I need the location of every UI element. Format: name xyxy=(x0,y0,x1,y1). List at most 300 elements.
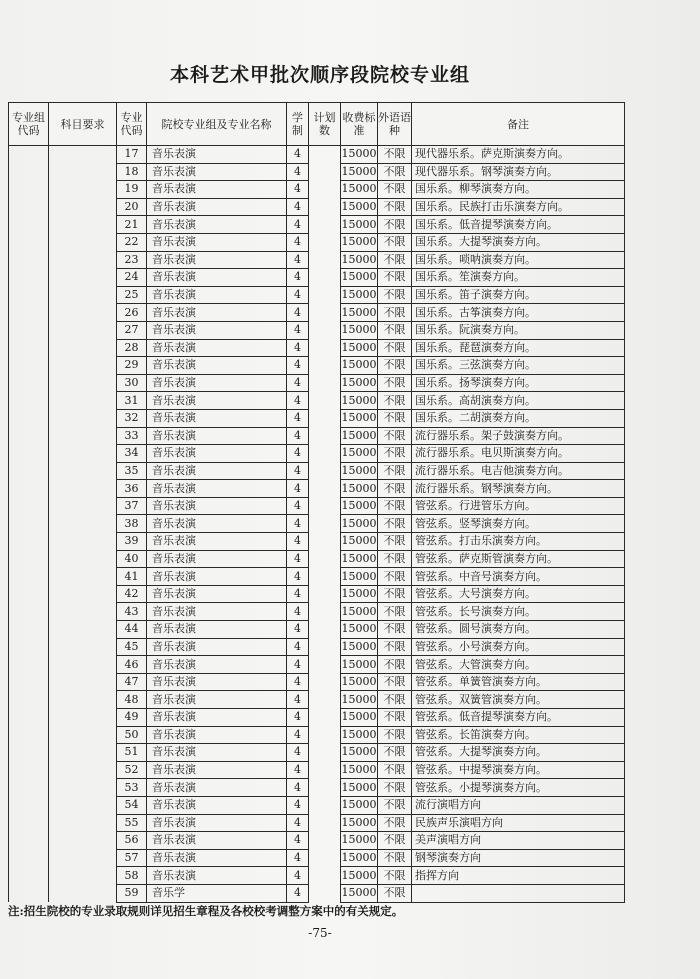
cell-fee: 15000 xyxy=(341,585,378,603)
cell-subject-req xyxy=(49,409,117,427)
cell-plan xyxy=(309,726,341,744)
cell-subject-req xyxy=(49,621,117,639)
cell-subject-req xyxy=(49,884,117,902)
cell-length: 4 xyxy=(287,480,309,498)
cell-group-code xyxy=(9,497,49,515)
cell-plan xyxy=(309,621,341,639)
cell-length: 4 xyxy=(287,814,309,832)
cell-length: 4 xyxy=(287,568,309,586)
cell-major-code: 50 xyxy=(117,726,147,744)
cell-note: 国乐系。古筝演奏方向。 xyxy=(412,304,625,322)
cell-fee: 15000 xyxy=(341,374,378,392)
cell-group-code xyxy=(9,392,49,410)
cell-major-name: 音乐学 xyxy=(147,884,287,902)
cell-major-code: 43 xyxy=(117,603,147,621)
table-row xyxy=(9,849,625,867)
cell-note: 现代器乐系。萨克斯演奏方向。 xyxy=(412,146,625,164)
cell-fee: 15000 xyxy=(341,216,378,234)
table-row xyxy=(9,515,625,533)
cell-major-name: 音乐表演 xyxy=(147,849,287,867)
cell-note: 流行器乐系。电贝斯演奏方向。 xyxy=(412,445,625,463)
cell-major-name: 音乐表演 xyxy=(147,216,287,234)
cell-note: 管弦系。大管演奏方向。 xyxy=(412,656,625,674)
cell-major-name: 音乐表演 xyxy=(147,638,287,656)
cell-note: 钢琴演奏方向 xyxy=(412,849,625,867)
cell-lang: 不限 xyxy=(378,321,412,339)
cell-major-name: 音乐表演 xyxy=(147,656,287,674)
cell-plan xyxy=(309,884,341,902)
cell-fee: 15000 xyxy=(341,603,378,621)
cell-major-name: 音乐表演 xyxy=(147,726,287,744)
cell-note: 国乐系。低音提琴演奏方向。 xyxy=(412,216,625,234)
cell-major-name: 音乐表演 xyxy=(147,251,287,269)
table-row xyxy=(9,304,625,322)
cell-major-code: 21 xyxy=(117,216,147,234)
cell-major-code: 38 xyxy=(117,515,147,533)
cell-fee: 15000 xyxy=(341,497,378,515)
table-row xyxy=(9,445,625,463)
header-note: 备注 xyxy=(412,103,625,146)
table-row xyxy=(9,585,625,603)
cell-subject-req xyxy=(49,656,117,674)
cell-major-code: 46 xyxy=(117,656,147,674)
cell-group-code xyxy=(9,445,49,463)
cell-group-code xyxy=(9,673,49,691)
cell-major-code: 54 xyxy=(117,796,147,814)
table-row xyxy=(9,480,625,498)
cell-plan xyxy=(309,638,341,656)
cell-major-name: 音乐表演 xyxy=(147,198,287,216)
cell-note: 流行器乐系。架子鼓演奏方向。 xyxy=(412,427,625,445)
cell-subject-req xyxy=(49,849,117,867)
cell-note: 国乐系。三弦演奏方向。 xyxy=(412,357,625,375)
cell-major-name: 音乐表演 xyxy=(147,304,287,322)
cell-lang: 不限 xyxy=(378,251,412,269)
cell-subject-req xyxy=(49,339,117,357)
cell-major-name: 音乐表演 xyxy=(147,691,287,709)
cell-length: 4 xyxy=(287,515,309,533)
cell-plan xyxy=(309,462,341,480)
cell-note: 国乐系。民族打击乐演奏方向。 xyxy=(412,198,625,216)
table-row xyxy=(9,867,625,885)
cell-major-name: 音乐表演 xyxy=(147,744,287,762)
cell-fee: 15000 xyxy=(341,392,378,410)
cell-plan xyxy=(309,515,341,533)
cell-major-code: 55 xyxy=(117,814,147,832)
cell-length: 4 xyxy=(287,427,309,445)
cell-note: 现代器乐系。钢琴演奏方向。 xyxy=(412,163,625,181)
cell-major-name: 音乐表演 xyxy=(147,709,287,727)
cell-plan xyxy=(309,832,341,850)
cell-group-code xyxy=(9,163,49,181)
cell-subject-req xyxy=(49,568,117,586)
cell-major-code: 26 xyxy=(117,304,147,322)
cell-fee: 15000 xyxy=(341,779,378,797)
cell-length: 4 xyxy=(287,357,309,375)
cell-fee: 15000 xyxy=(341,445,378,463)
cell-fee: 15000 xyxy=(341,761,378,779)
cell-fee: 15000 xyxy=(341,638,378,656)
cell-note: 美声演唱方向 xyxy=(412,832,625,850)
table-row xyxy=(9,533,625,551)
cell-subject-req xyxy=(49,550,117,568)
cell-lang: 不限 xyxy=(378,656,412,674)
cell-group-code xyxy=(9,585,49,603)
cell-lang: 不限 xyxy=(378,286,412,304)
cell-group-code xyxy=(9,638,49,656)
table-row xyxy=(9,673,625,691)
cell-fee: 15000 xyxy=(341,251,378,269)
cell-major-code: 29 xyxy=(117,357,147,375)
table-row xyxy=(9,832,625,850)
cell-group-code xyxy=(9,374,49,392)
cell-major-code: 56 xyxy=(117,832,147,850)
cell-subject-req xyxy=(49,533,117,551)
cell-note: 管弦系。大号演奏方向。 xyxy=(412,585,625,603)
cell-length: 4 xyxy=(287,146,309,164)
header-subject-req: 科目要求 xyxy=(49,103,117,146)
cell-plan xyxy=(309,568,341,586)
cell-major-name: 音乐表演 xyxy=(147,867,287,885)
cell-subject-req xyxy=(49,673,117,691)
table-row xyxy=(9,339,625,357)
cell-subject-req xyxy=(49,726,117,744)
cell-major-name: 音乐表演 xyxy=(147,761,287,779)
table-row xyxy=(9,726,625,744)
cell-note xyxy=(412,884,625,902)
cell-major-code: 25 xyxy=(117,286,147,304)
cell-length: 4 xyxy=(287,585,309,603)
table-row xyxy=(9,321,625,339)
cell-length: 4 xyxy=(287,304,309,322)
cell-length: 4 xyxy=(287,884,309,902)
cell-major-name: 音乐表演 xyxy=(147,673,287,691)
cell-major-code: 20 xyxy=(117,198,147,216)
cell-major-code: 34 xyxy=(117,445,147,463)
cell-major-code: 47 xyxy=(117,673,147,691)
cell-major-code: 28 xyxy=(117,339,147,357)
table-row xyxy=(9,198,625,216)
cell-length: 4 xyxy=(287,603,309,621)
table-row xyxy=(9,709,625,727)
cell-major-name: 音乐表演 xyxy=(147,163,287,181)
table-row xyxy=(9,796,625,814)
cell-major-code: 33 xyxy=(117,427,147,445)
cell-length: 4 xyxy=(287,621,309,639)
cell-fee: 15000 xyxy=(341,269,378,287)
cell-subject-req xyxy=(49,181,117,199)
cell-subject-req xyxy=(49,146,117,164)
cell-lang: 不限 xyxy=(378,585,412,603)
cell-major-name: 音乐表演 xyxy=(147,374,287,392)
cell-note: 国乐系。高胡演奏方向。 xyxy=(412,392,625,410)
header-plan: 计划数 xyxy=(309,103,341,146)
cell-major-name: 音乐表演 xyxy=(147,181,287,199)
cell-major-code: 32 xyxy=(117,409,147,427)
cell-plan xyxy=(309,709,341,727)
table-row xyxy=(9,656,625,674)
cell-fee: 15000 xyxy=(341,233,378,251)
cell-major-name: 音乐表演 xyxy=(147,480,287,498)
cell-lang: 不限 xyxy=(378,603,412,621)
cell-fee: 15000 xyxy=(341,884,378,902)
cell-note: 国乐系。大提琴演奏方向。 xyxy=(412,233,625,251)
cell-lang: 不限 xyxy=(378,480,412,498)
cell-plan xyxy=(309,673,341,691)
cell-group-code xyxy=(9,726,49,744)
cell-subject-req xyxy=(49,585,117,603)
cell-subject-req xyxy=(49,286,117,304)
cell-lang: 不限 xyxy=(378,709,412,727)
table-row xyxy=(9,392,625,410)
page-title: 本科艺术甲批次顺序段院校专业组 xyxy=(169,64,470,86)
cell-subject-req xyxy=(49,392,117,410)
cell-major-name: 音乐表演 xyxy=(147,286,287,304)
cell-length: 4 xyxy=(287,726,309,744)
cell-fee: 15000 xyxy=(341,533,378,551)
cell-fee: 15000 xyxy=(341,181,378,199)
cell-note: 管弦系。小提琴演奏方向。 xyxy=(412,779,625,797)
table-row xyxy=(9,427,625,445)
cell-plan xyxy=(309,656,341,674)
table-row xyxy=(9,884,625,902)
cell-length: 4 xyxy=(287,832,309,850)
cell-plan xyxy=(309,779,341,797)
majors-table xyxy=(8,102,625,903)
cell-fee: 15000 xyxy=(341,832,378,850)
cell-major-code: 49 xyxy=(117,709,147,727)
cell-note: 流行演唱方向 xyxy=(412,796,625,814)
cell-plan xyxy=(309,198,341,216)
cell-lang: 不限 xyxy=(378,673,412,691)
cell-length: 4 xyxy=(287,163,309,181)
cell-length: 4 xyxy=(287,445,309,463)
cell-plan xyxy=(309,867,341,885)
cell-subject-req xyxy=(49,814,117,832)
cell-plan xyxy=(309,251,341,269)
cell-length: 4 xyxy=(287,286,309,304)
cell-group-code xyxy=(9,832,49,850)
table-row xyxy=(9,251,625,269)
cell-group-code xyxy=(9,515,49,533)
cell-major-name: 音乐表演 xyxy=(147,146,287,164)
cell-subject-req xyxy=(49,779,117,797)
cell-plan xyxy=(309,233,341,251)
cell-major-code: 36 xyxy=(117,480,147,498)
cell-subject-req xyxy=(49,832,117,850)
cell-lang: 不限 xyxy=(378,779,412,797)
cell-major-name: 音乐表演 xyxy=(147,832,287,850)
cell-note: 管弦系。圆号演奏方向。 xyxy=(412,621,625,639)
cell-major-name: 音乐表演 xyxy=(147,392,287,410)
cell-group-code xyxy=(9,462,49,480)
cell-plan xyxy=(309,409,341,427)
table-row xyxy=(9,269,625,287)
cell-group-code xyxy=(9,709,49,727)
cell-lang: 不限 xyxy=(378,198,412,216)
cell-subject-req xyxy=(49,497,117,515)
cell-subject-req xyxy=(49,216,117,234)
cell-major-code: 22 xyxy=(117,233,147,251)
cell-plan xyxy=(309,814,341,832)
cell-major-name: 音乐表演 xyxy=(147,445,287,463)
cell-major-code: 39 xyxy=(117,533,147,551)
cell-note: 管弦系。中提琴演奏方向。 xyxy=(412,761,625,779)
cell-group-code xyxy=(9,533,49,551)
cell-major-name: 音乐表演 xyxy=(147,796,287,814)
table-row xyxy=(9,216,625,234)
cell-subject-req xyxy=(49,233,117,251)
cell-major-code: 48 xyxy=(117,691,147,709)
cell-length: 4 xyxy=(287,233,309,251)
cell-plan xyxy=(309,550,341,568)
cell-major-name: 音乐表演 xyxy=(147,621,287,639)
cell-fee: 15000 xyxy=(341,357,378,375)
cell-length: 4 xyxy=(287,181,309,199)
cell-subject-req xyxy=(49,269,117,287)
table-body xyxy=(9,146,625,903)
cell-note: 管弦系。小号演奏方向。 xyxy=(412,638,625,656)
cell-major-code: 24 xyxy=(117,269,147,287)
table-row xyxy=(9,568,625,586)
cell-group-code xyxy=(9,146,49,164)
cell-lang: 不限 xyxy=(378,427,412,445)
cell-group-code xyxy=(9,779,49,797)
cell-subject-req xyxy=(49,761,117,779)
cell-fee: 15000 xyxy=(341,321,378,339)
table-row xyxy=(9,409,625,427)
cell-lang: 不限 xyxy=(378,445,412,463)
cell-major-code: 30 xyxy=(117,374,147,392)
cell-group-code xyxy=(9,480,49,498)
cell-note: 民族声乐演唱方向 xyxy=(412,814,625,832)
cell-fee: 15000 xyxy=(341,621,378,639)
cell-note: 国乐系。二胡演奏方向。 xyxy=(412,409,625,427)
table-row xyxy=(9,638,625,656)
cell-group-code xyxy=(9,796,49,814)
cell-fee: 15000 xyxy=(341,339,378,357)
cell-subject-req xyxy=(49,515,117,533)
cell-lang: 不限 xyxy=(378,621,412,639)
cell-length: 4 xyxy=(287,796,309,814)
table-row xyxy=(9,550,625,568)
cell-length: 4 xyxy=(287,269,309,287)
cell-lang: 不限 xyxy=(378,814,412,832)
table-row xyxy=(9,374,625,392)
cell-group-code xyxy=(9,339,49,357)
cell-group-code xyxy=(9,691,49,709)
cell-plan xyxy=(309,146,341,164)
cell-subject-req xyxy=(49,251,117,269)
cell-fee: 15000 xyxy=(341,691,378,709)
cell-plan xyxy=(309,357,341,375)
cell-group-code xyxy=(9,216,49,234)
table-row xyxy=(9,146,625,164)
cell-fee: 15000 xyxy=(341,409,378,427)
cell-lang: 不限 xyxy=(378,744,412,762)
cell-plan xyxy=(309,691,341,709)
cell-lang: 不限 xyxy=(378,550,412,568)
cell-fee: 15000 xyxy=(341,744,378,762)
cell-lang: 不限 xyxy=(378,339,412,357)
cell-lang: 不限 xyxy=(378,269,412,287)
cell-fee: 15000 xyxy=(341,673,378,691)
cell-subject-req xyxy=(49,163,117,181)
cell-note: 国乐系。柳琴演奏方向。 xyxy=(412,181,625,199)
cell-length: 4 xyxy=(287,321,309,339)
cell-major-code: 17 xyxy=(117,146,147,164)
cell-major-code: 37 xyxy=(117,497,147,515)
cell-lang: 不限 xyxy=(378,163,412,181)
cell-subject-req xyxy=(49,374,117,392)
cell-lang: 不限 xyxy=(378,374,412,392)
cell-length: 4 xyxy=(287,709,309,727)
cell-note: 国乐系。琵琶演奏方向。 xyxy=(412,339,625,357)
cell-note: 管弦系。低音提琴演奏方向。 xyxy=(412,709,625,727)
cell-group-code xyxy=(9,198,49,216)
cell-major-code: 44 xyxy=(117,621,147,639)
cell-major-name: 音乐表演 xyxy=(147,462,287,480)
cell-major-code: 57 xyxy=(117,849,147,867)
table-row xyxy=(9,181,625,199)
cell-lang: 不限 xyxy=(378,515,412,533)
table-row xyxy=(9,779,625,797)
cell-fee: 15000 xyxy=(341,726,378,744)
cell-subject-req xyxy=(49,321,117,339)
cell-plan xyxy=(309,374,341,392)
page-number: -75- xyxy=(308,926,332,940)
cell-subject-req xyxy=(49,462,117,480)
cell-group-code xyxy=(9,744,49,762)
cell-major-code: 41 xyxy=(117,568,147,586)
cell-plan xyxy=(309,339,341,357)
cell-major-name: 音乐表演 xyxy=(147,779,287,797)
cell-length: 4 xyxy=(287,392,309,410)
cell-group-code xyxy=(9,427,49,445)
cell-group-code xyxy=(9,286,49,304)
header-major-name: 院校专业组及专业名称 xyxy=(147,103,287,146)
cell-fee: 15000 xyxy=(341,709,378,727)
cell-major-name: 音乐表演 xyxy=(147,233,287,251)
cell-plan xyxy=(309,269,341,287)
header-lang: 外语语种 xyxy=(378,103,412,146)
cell-plan xyxy=(309,744,341,762)
cell-plan xyxy=(309,849,341,867)
cell-major-name: 音乐表演 xyxy=(147,357,287,375)
cell-group-code xyxy=(9,568,49,586)
cell-group-code xyxy=(9,269,49,287)
footnote: 注:招生院校的专业录取规则详见招生章程及各校校考调整方案中的有关规定。 xyxy=(8,904,404,918)
cell-plan xyxy=(309,585,341,603)
cell-major-name: 音乐表演 xyxy=(147,533,287,551)
cell-note: 国乐系。笛子演奏方向。 xyxy=(412,286,625,304)
cell-major-code: 35 xyxy=(117,462,147,480)
cell-major-name: 音乐表演 xyxy=(147,515,287,533)
cell-length: 4 xyxy=(287,673,309,691)
cell-plan xyxy=(309,181,341,199)
table-row xyxy=(9,621,625,639)
cell-length: 4 xyxy=(287,867,309,885)
cell-lang: 不限 xyxy=(378,761,412,779)
cell-length: 4 xyxy=(287,339,309,357)
cell-plan xyxy=(309,304,341,322)
table-row xyxy=(9,163,625,181)
cell-lang: 不限 xyxy=(378,849,412,867)
cell-group-code xyxy=(9,884,49,902)
header-fee: 收费标准 xyxy=(341,103,378,146)
cell-note: 国乐系。唢呐演奏方向。 xyxy=(412,251,625,269)
cell-lang: 不限 xyxy=(378,357,412,375)
